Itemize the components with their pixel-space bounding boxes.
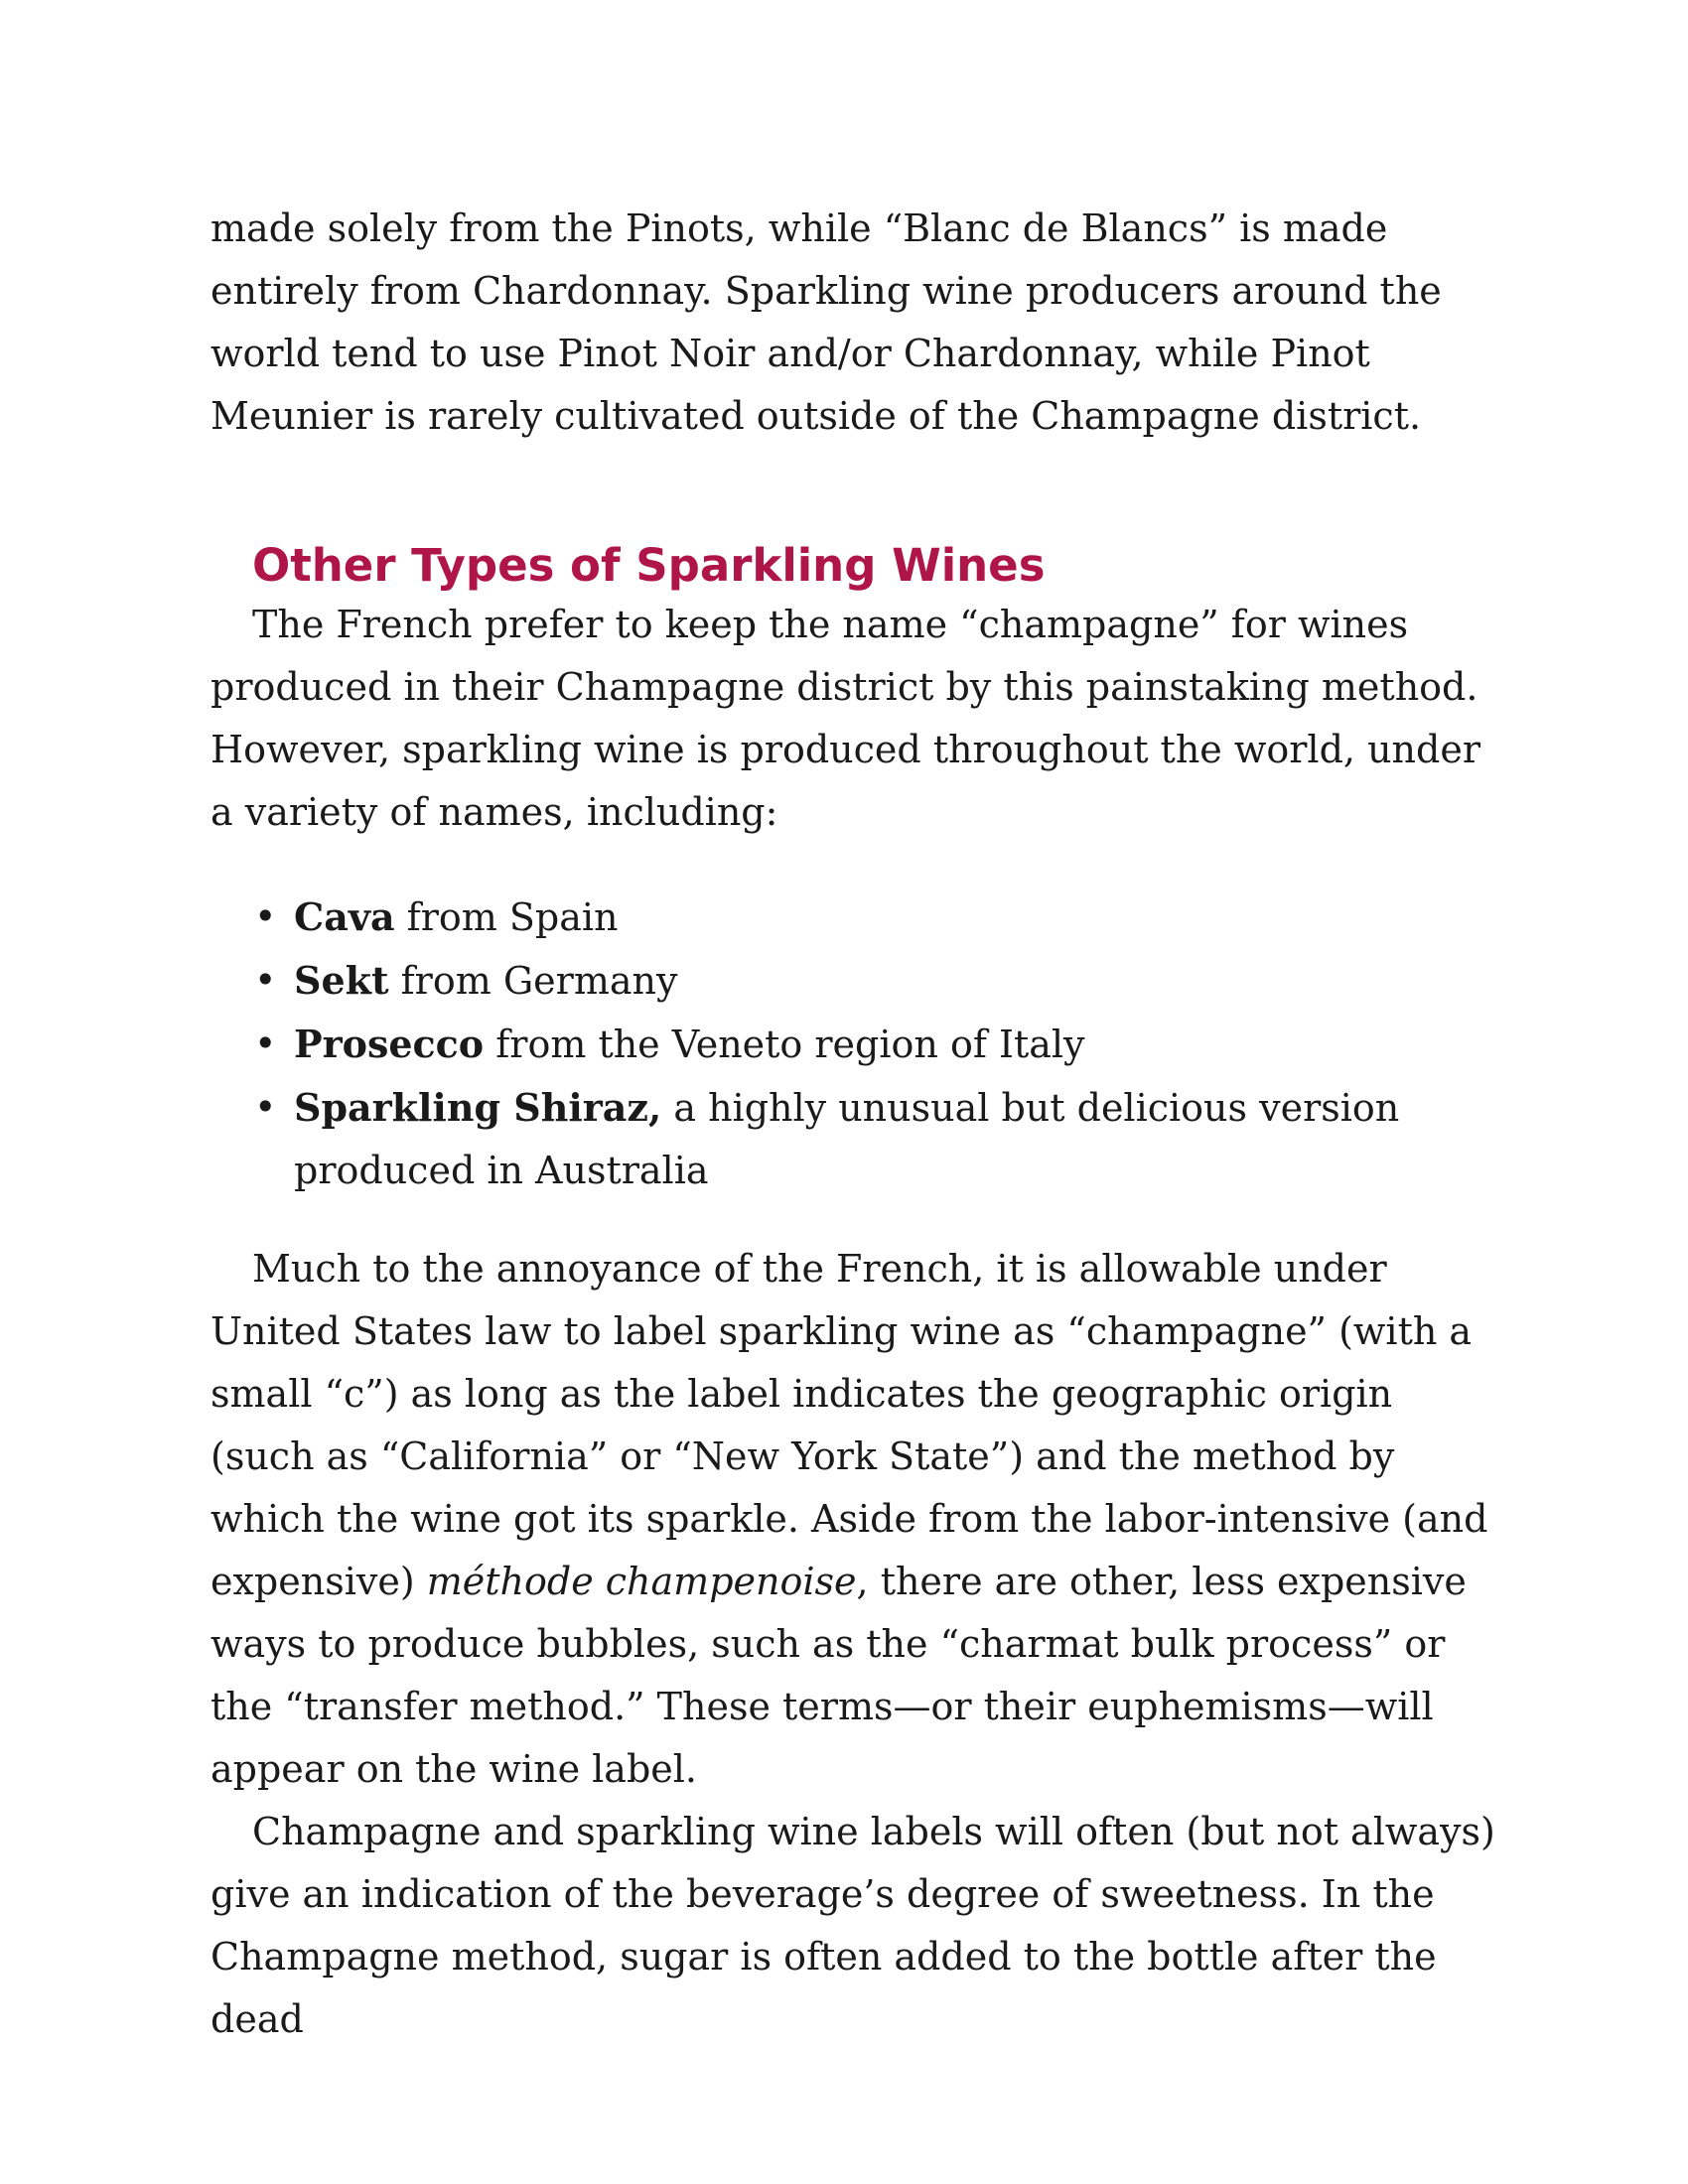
bullet-icon: •	[254, 958, 277, 1002]
sparkling-wine-list	[211, 886, 1501, 1202]
bullet-icon: •	[254, 1022, 277, 1065]
list-item	[211, 1076, 1426, 1202]
list-item	[211, 1013, 1426, 1076]
list-item-term: Prosecco	[294, 1022, 485, 1066]
paragraph-names-intro: The French prefer to keep the name “champagne” for wines produced in their Champagne district by this painstaking method. However, sparkling wine is produced throughout the world, under a variety of names, including:	[211, 603, 1480, 834]
paragraph-us-law-italic: méthode champenoise	[426, 1560, 857, 1603]
closing-section	[211, 1238, 1501, 2051]
paragraph-sweetness: Champagne and sparkling wine labels will often (but not always) give an indication of the beverage’s degree of sweetness. In the Champagne method, sugar is often added to the bottle after the dead	[211, 1810, 1495, 2041]
list-item-text: a highly unusual but delicious version produced in Australia	[294, 1086, 1400, 1192]
paragraph-us-law-start: Much to the annoyance of the French, it is allowable under United States law to label sparkling wine as “champagne” (with a small “c”) as long as the label indicates the geographic origin (such as “California” or “New York State”) and the method by which the wine got its sparkle. Aside from the labor-intensive (and expensive)	[211, 1247, 1488, 1603]
list-item-text: from Spain	[394, 895, 619, 939]
list-item-term: Sekt	[294, 958, 389, 1003]
list-item-text: from Germany	[388, 959, 678, 1003]
bullet-icon: •	[254, 894, 277, 938]
list-item	[211, 886, 1426, 949]
list-item	[211, 949, 1426, 1013]
list-item-term: Sparkling Shiraz,	[294, 1085, 662, 1130]
section-heading: Other Types of Sparkling Wines	[252, 539, 1046, 592]
paragraph-us-law-end: , there are other, less expensive ways to produce bubbles, such as the “charmat bulk process” or the “transfer method.” These terms—or their euphemisms—will appear on the wine label.	[211, 1560, 1467, 1791]
intro-paragraph: made solely from the Pinots, while “Blanc de Blancs” is made entirely from Chardonnay. Sparkling wine producers around the world tend to use Pinot Noir and/or Chardonnay, while Pinot Meunier is rarely cultivated outside of the Champagne district.	[211, 206, 1442, 438]
paragraph-us-law	[211, 1238, 1501, 1801]
list-item-text: from the Veneto region of Italy	[484, 1023, 1085, 1066]
bullet-icon: •	[254, 1085, 277, 1129]
list-item-term: Cava	[294, 894, 395, 939]
